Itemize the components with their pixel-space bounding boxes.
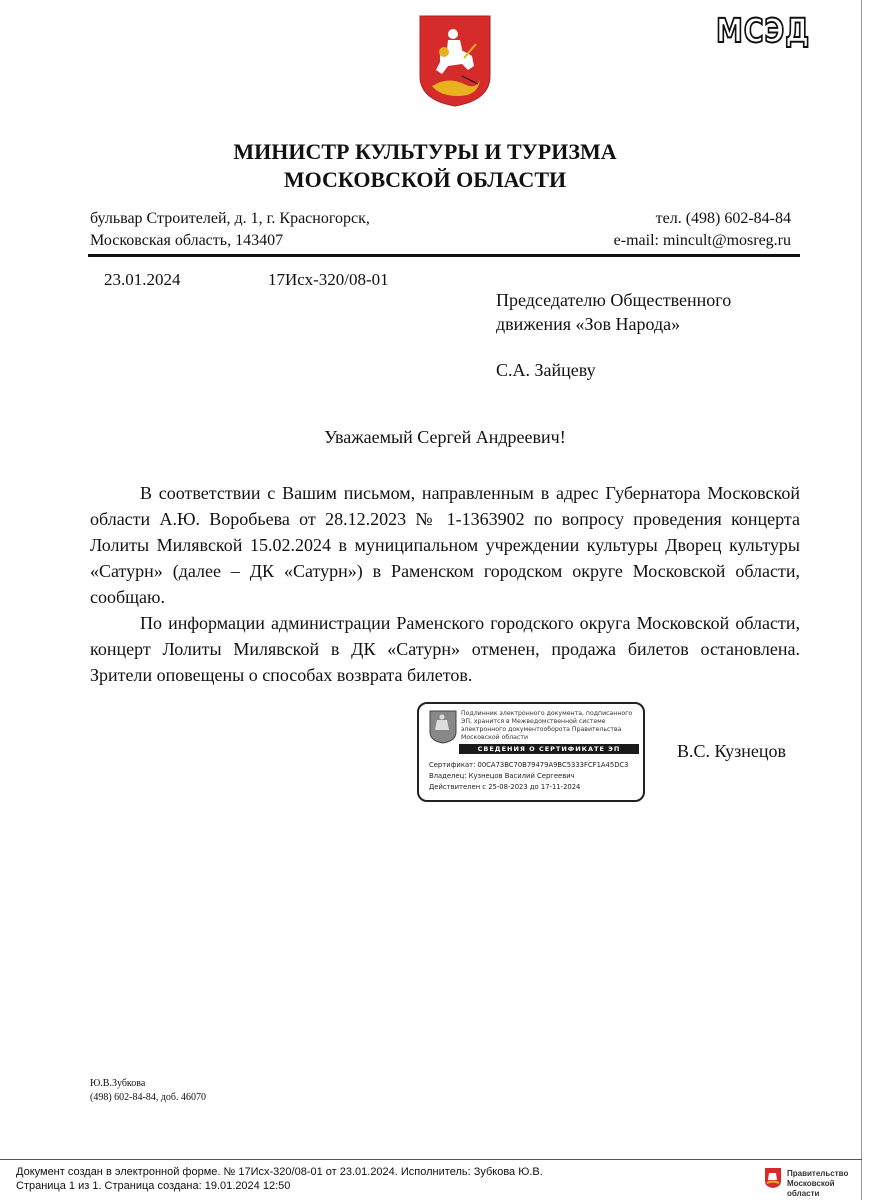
stamp-owner: Владелец: Кузнецов Василий Сергеевич (429, 772, 575, 780)
executor-phone: (498) 602-84-84, доб. 46070 (90, 1092, 206, 1103)
stamp-intro-text: Подлинник электронного документа, подписанного ЭП, хранится в Межведомственной системе электронного документооборота Правительства Московской области (461, 710, 633, 741)
addressee-line-1: Председателю Общественного (496, 290, 732, 310)
letter-paragraph-2: По информации администрации Раменского городского округа Московской области, концерт Лолиты Милявской в ДК «Сатурн» отменен, продажа билетов остановлена. Зрители оповещены о способах возврата билетов. (90, 613, 800, 685)
footer-line-1: Документ создан в электронной форме. № 17Исх-320/08-01 от 23.01.2024. Исполнитель: Зубкова Ю.В. (16, 1166, 543, 1178)
letter-paragraph-1: В соответствии с Вашим письмом, направленным в адрес Губернатора Московской области А.Ю. Воробьева от 28.12.2023 № 1-1363902 по вопросу проведения концерта Лолиты Милявской 15.02.2024 в муниципальном учреждении культуры Дворец культуры «Сатурн» (далее – ДК «Сатурн») в Раменском городском округе Московской области, сообщаю. (90, 483, 800, 607)
salutation: Уважаемый Сергей Андреевич! (324, 427, 566, 447)
registration-date: 23.01.2024 (104, 270, 181, 289)
coat-of-arms-icon (429, 710, 457, 744)
stamp-certificate: Сертификат: 00CA73BC70B79479A9BC5333FCF1A45DC3 (429, 761, 629, 769)
addressee-block (496, 288, 731, 382)
ministry-contacts (614, 208, 791, 252)
address-line-1: бульвар Строителей, д. 1, г. Красногорск, (90, 210, 370, 227)
footer-text (16, 1165, 543, 1193)
title-line-1: МИНИСТР КУЛЬТУРЫ И ТУРИЗМА (233, 139, 617, 164)
government-emblem-icon (764, 1167, 782, 1189)
stamp-certificate-details (429, 760, 629, 793)
addressee-name: С.А. Зайцеву (496, 360, 596, 380)
government-name-line-2: Московской области (787, 1179, 835, 1198)
stamp-heading: СВЕДЕНИЯ О СЕРТИФИКАТЕ ЭП (459, 744, 639, 754)
moscow-oblast-coat-of-arms-icon (418, 14, 492, 108)
executor-block (90, 1077, 206, 1105)
msed-logo: МСЭД (716, 11, 811, 50)
electronic-signature-stamp (417, 702, 645, 802)
executor-name: Ю.В.Зубкова (90, 1078, 146, 1089)
header-divider (88, 254, 800, 257)
footer-line-2: Страница 1 из 1. Страница создана: 19.01.2024 12:50 (16, 1180, 291, 1192)
government-name-line-1: Правительство (787, 1169, 849, 1178)
signer-name: В.С. Кузнецов (677, 741, 787, 761)
ministry-address (90, 208, 370, 252)
addressee-line-2: движения «Зов Народа» (496, 314, 681, 334)
letter-body (90, 480, 800, 688)
ministry-phone: тел. (498) 602-84-84 (655, 210, 791, 227)
ministry-email: e-mail: mincult@mosreg.ru (613, 232, 791, 249)
title-line-2: МОСКОВСКОЙ ОБЛАСТИ (283, 167, 567, 192)
registration-number: 17Исх-320/08-01 (268, 270, 389, 289)
stamp-validity: Действителен с 25-08-2023 до 17-11-2024 (429, 783, 581, 791)
document-footer (0, 1159, 862, 1200)
address-line-2: Московская область, 143407 (90, 232, 284, 249)
government-name (787, 1169, 862, 1199)
